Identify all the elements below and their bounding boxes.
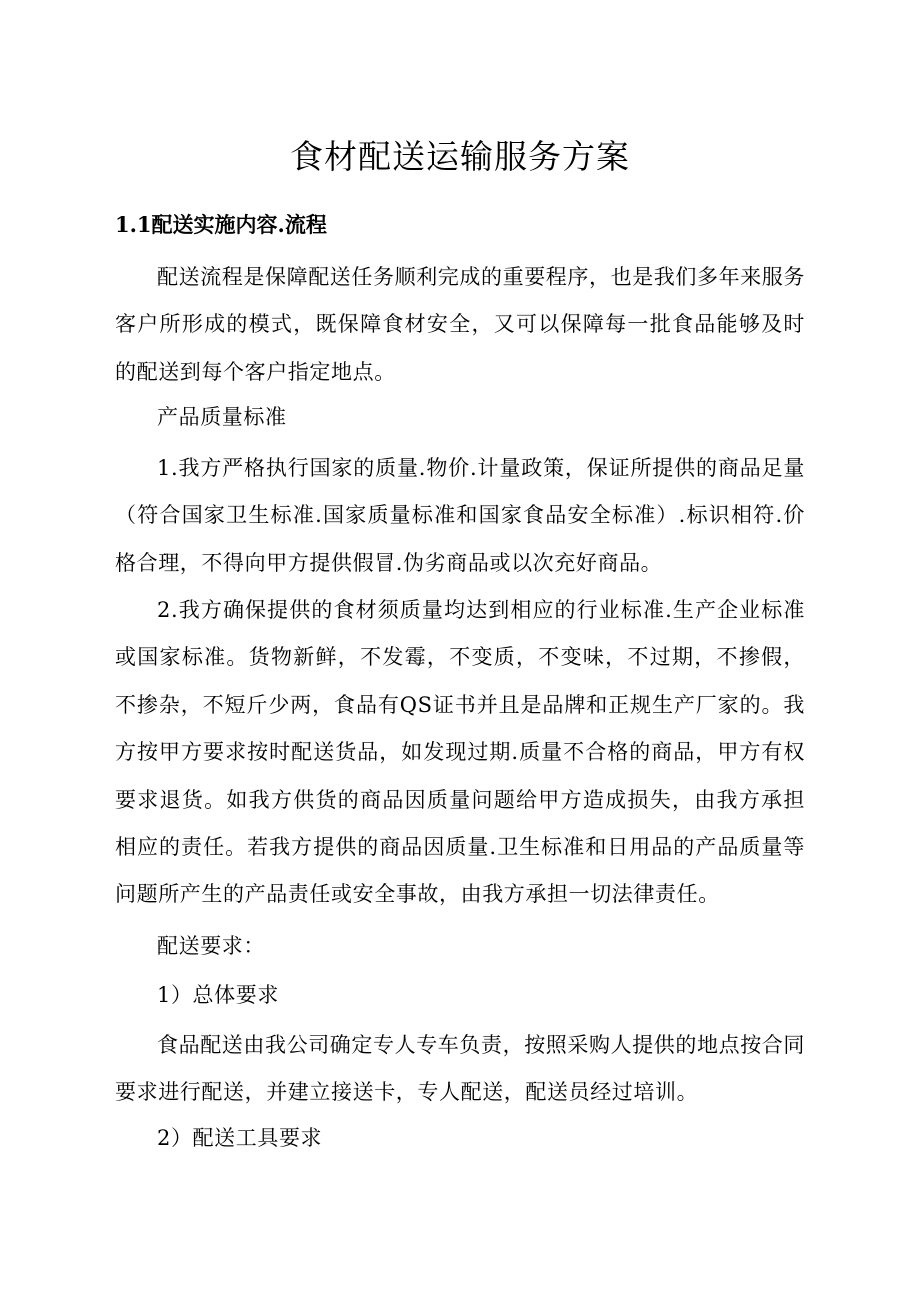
overall-requirement-paragraph: 食品配送由我公司确定专人专车负责，按照采购人提供的地点按合同要求进行配送，并建立接送卡，专人配送，配送员经过培训。 xyxy=(115,1033,805,1105)
delivery-tools-requirement-item: 2）配送工具要求 xyxy=(157,1126,323,1150)
document-title: 食材配送运输服务方案 xyxy=(290,137,630,176)
delivery-requirements-subheading: 配送要求： xyxy=(157,934,265,958)
overall-requirement-item: 1）总体要求 xyxy=(157,983,279,1007)
quality-paragraph-2: 2.我方确保提供的食材须质量均达到相应的行业标准.生产企业标准或国家标准。货物新鲜，不发霉，不变质，不变味，不过期，不掺假，不掺杂，不短斤少两，食品有QS证书并且是品牌和正规生产厂家的。我方按甲方要求按时配送货品，如发现过期.质量不合格的商品，甲方有权要求退货。如我方供货的商品因质量问题给甲方造成损失，由我方承担相应的责任。若我方提供的商品因质量.卫生标准和日用品的产品质量等问题所产生的产品责任或安全事故，由我方承担一切法律责任。 xyxy=(115,598,805,907)
quality-paragraph-1: 1.我方严格执行国家的质量.物价.计量政策，保证所提供的商品足量（符合国家卫生标准.国家质量标准和国家食品安全标准）.标识相符.价格合理，不得向甲方提供假冒.伪劣商品或以次充好商品。 xyxy=(115,456,805,575)
section-heading: 1.1配送实施内容.流程 xyxy=(115,212,327,237)
quality-standard-subheading: 产品质量标准 xyxy=(157,405,287,429)
intro-paragraph: 配送流程是保障配送任务顺利完成的重要程序，也是我们多年来服务客户所形成的模式，既保障食材安全，又可以保障每一批食品能够及时的配送到每个客户指定地点。 xyxy=(115,265,805,384)
